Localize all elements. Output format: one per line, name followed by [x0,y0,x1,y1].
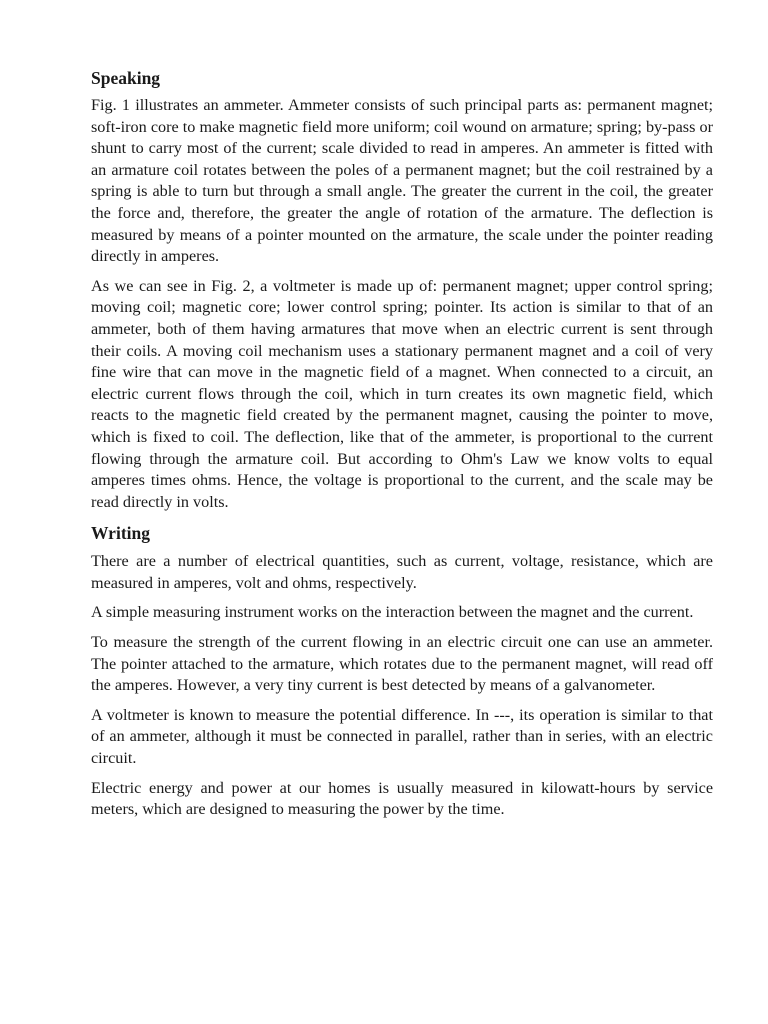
writing-paragraph-ammeter: To measure the strength of the current flowing in an electric circuit one can use an ammeter. The pointer attached to the armature, which rotates due to the permanent magnet, will read off the amperes. However, a very tiny current is best detected by means of a galvanometer. [91,633,713,695]
writing-paragraph-energy: Electric energy and power at our homes is usually measured in kilowatt-hours by service meters, which are designed to measuring the power by the time. [91,778,713,819]
speaking-heading: Speaking [91,68,161,88]
writing-paragraph-quantities: There are a number of electrical quantities, such as current, voltage, resistance, which are measured in amperes, volt and ohms, respectively. [91,552,713,592]
writing-paragraph-instrument: A simple measuring instrument works on the interaction between the magnet and the current. [91,603,694,622]
writing-paragraph-voltmeter: A voltmeter is known to measure the potential difference. In ---, its operation is similar to that of an ammeter, although it must be connected in parallel, rather than in series, with an electric circuit. [91,705,713,768]
document-page [91,66,713,829]
speaking-paragraph-ammeter: Fig. 1 illustrates an ammeter. Ammeter consists of such principal parts as: permanent magnet; soft-iron core to make magnetic field more uniform; coil wound on armature; spring; by-pass or shunt to carry most of the current; scale divided to read in amperes. An ammeter is fitted with an armature coil rotates between the poles of a permanent magnet; but the coil restrained by a spring is able to turn but through a small angle. The greater the current in the coil, the greater the force and, therefore, the greater the angle of rotation of the armature. The deflection is measured by means of a pointer mounted on the armature, the scale under the pointer reading directly in amperes. [91,96,713,266]
speaking-paragraph-voltmeter: As we can see in Fig. 2, a voltmeter is made up of: permanent magnet; upper control spring; moving coil; magnetic core; lower control spring; pointer. Its action is similar to that of an ammeter, both of them having armatures that move when an electric current is sent through their coils. A moving coil mechanism uses a stationary permanent magnet and a coil of very fine wire that can move in the magnetic field of a magnet. When connected to a circuit, an electric current flows through the coil, which in turn creates its own magnetic field, which reacts to the magnetic field created by the permanent magnet, causing the pointer to move, which is fixed to coil. The deflection, like that of the ammeter, is proportional to the current flowing through the armature coil. But according to Ohm's Law we know volts to equal amperes times ohms. Hence, the voltage is proportional to the current, and the scale may be read directly in volts. [91,276,713,511]
writing-heading: Writing [91,523,150,544]
